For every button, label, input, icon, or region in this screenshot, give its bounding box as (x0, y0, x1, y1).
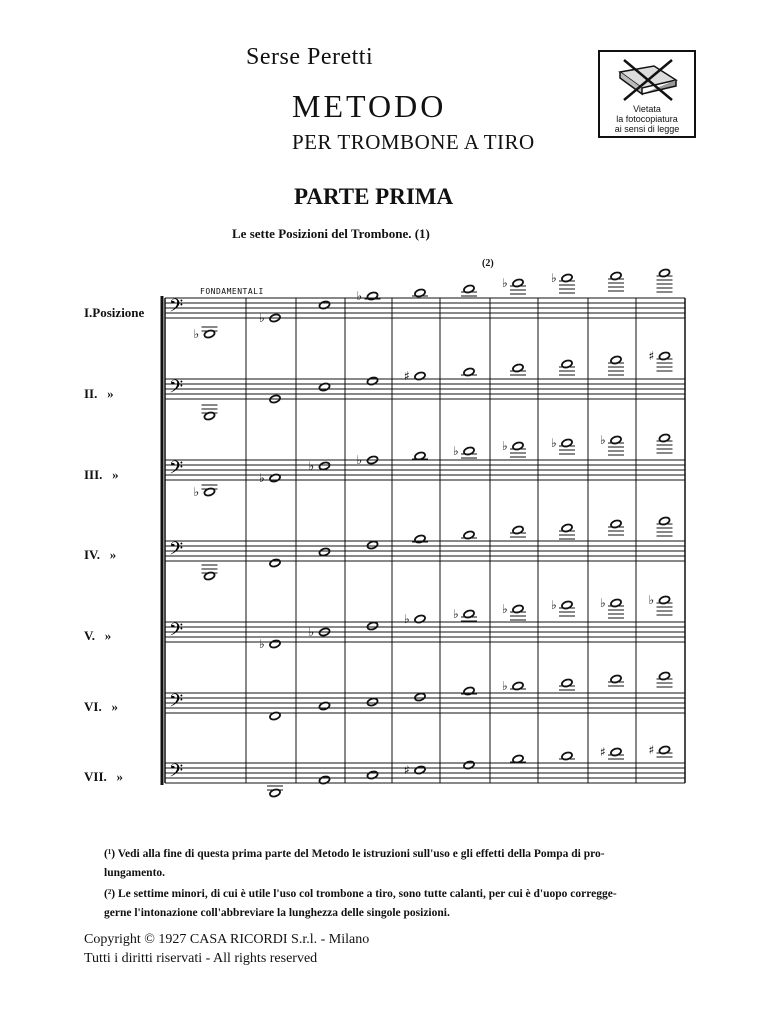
whole-note (367, 540, 379, 549)
whole-note (319, 461, 331, 470)
flat-icon: ♭ (453, 444, 459, 458)
position-label-7: VII. » (84, 769, 124, 784)
whole-note (414, 692, 426, 701)
position-label-4: IV. » (84, 547, 117, 562)
fondamentali-label: FONDAMENTALI (200, 287, 264, 296)
footnote-2-line-1: (²) Le settime minori, di cui è utile l'uso col trombone a tiro, sono tutte calanti, per cui è d'uopo corregge- (104, 888, 617, 900)
flat-icon: ♭ (356, 453, 363, 467)
flat-icon: ♭ (502, 602, 508, 616)
sharp-icon: ♯ (600, 745, 606, 759)
flat-icon: ♭ (600, 433, 606, 447)
flat-icon: ♭ (308, 625, 315, 639)
flat-icon: ♭ (308, 459, 315, 473)
flat-icon: ♭ (648, 593, 655, 607)
whole-note (269, 639, 281, 648)
footnote-2-marker: (2) (482, 258, 494, 269)
footnote-1-line-2: lungamento. (104, 867, 166, 879)
bass-clef-icon: 𝄢 (169, 458, 184, 483)
flat-icon: ♭ (259, 471, 265, 485)
flat-icon: ♭ (193, 485, 200, 499)
bass-clef-icon: 𝄢 (169, 620, 184, 645)
table-caption: Le sette Posizioni del Trombone. (1) (232, 226, 430, 241)
footnote-2-line-2: gerne l'intonazione coll'abbreviare la lunghezza delle singole posizioni. (104, 907, 450, 919)
flat-icon: ♭ (502, 439, 508, 453)
flat-icon: ♭ (453, 607, 459, 621)
sharp-icon: ♯ (648, 349, 655, 363)
part-heading: PARTE PRIMA (294, 184, 454, 209)
bass-clef-icon: 𝄢 (169, 761, 184, 786)
flat-icon: ♭ (356, 289, 363, 303)
flat-icon: ♭ (404, 612, 410, 626)
flat-icon: ♭ (502, 276, 508, 290)
flat-icon: ♭ (259, 311, 265, 325)
flat-icon: ♭ (551, 436, 557, 450)
stamp-line-3: ai sensi di legge (614, 124, 680, 134)
flat-icon: ♭ (551, 598, 557, 612)
stamp-line-1: Vietata (633, 104, 661, 114)
stamp-line-2: la fotocopiatura (616, 114, 678, 124)
flat-icon: ♭ (502, 679, 508, 693)
position-label-1: I.Posizione (84, 305, 145, 320)
author-name: Serse Peretti (246, 44, 374, 70)
position-label-5: V. » (84, 628, 112, 643)
whole-note (367, 697, 379, 706)
position-label-6: VI. » (84, 699, 118, 714)
flat-icon: ♭ (600, 596, 606, 610)
sharp-icon: ♯ (404, 369, 410, 383)
whole-note (319, 547, 331, 556)
flat-icon: ♭ (259, 637, 265, 651)
bass-clef-icon: 𝄢 (169, 377, 184, 402)
copyright-line-2: Tutti i diritti riservati - All rights reserved (84, 951, 318, 966)
method-title: METODO (292, 88, 447, 124)
flat-icon: ♭ (551, 271, 557, 285)
position-label-2: II. » (84, 386, 114, 401)
footnote-1 (104, 845, 684, 883)
copyright-notice (84, 930, 369, 968)
sharp-icon: ♯ (648, 743, 655, 757)
bass-clef-icon: 𝄢 (169, 691, 184, 716)
bass-clef-icon: 𝄢 (169, 296, 184, 321)
footnote-1-line-1: (¹) Vedi alla fine di questa prima parte del Metodo le istruzioni sull'uso e gli effetti della Pompa di pro- (104, 848, 605, 860)
whole-note (367, 621, 379, 630)
sharp-icon: ♯ (404, 763, 410, 777)
copyright-line-1: Copyright © 1927 CASA RICORDI S.r.l. - Milano (84, 932, 370, 947)
position-label-3: III. » (84, 467, 119, 482)
method-subtitle: PER TROMBONE A TIRO (292, 130, 535, 154)
whole-note (269, 558, 281, 567)
footnote-2 (104, 885, 684, 923)
bass-clef-icon: 𝄢 (169, 539, 184, 564)
flat-icon: ♭ (193, 327, 200, 341)
